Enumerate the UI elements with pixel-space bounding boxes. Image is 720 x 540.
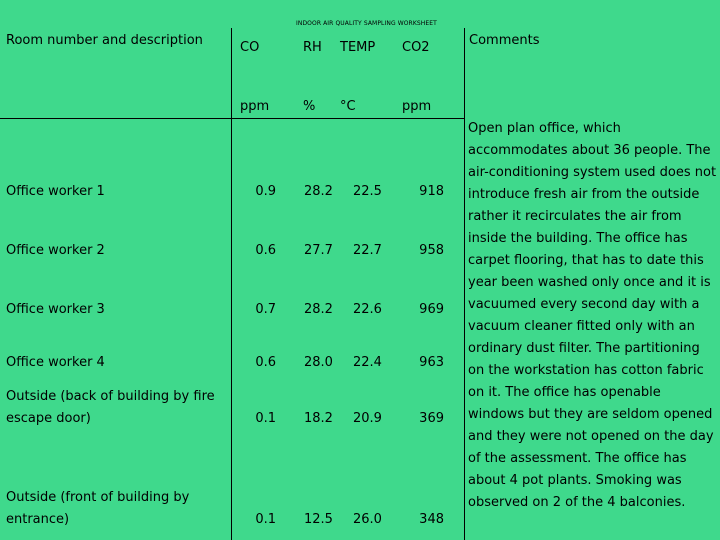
- row-temp: 22.4: [353, 355, 382, 370]
- row-room: Outside (back of building by fire escape door): [6, 389, 215, 426]
- row-co2: 918: [419, 184, 444, 199]
- unit-co2: ppm: [402, 99, 432, 114]
- row-room: Outside (front of building by entrance): [6, 490, 190, 527]
- row-room: Office worker 3: [6, 302, 105, 317]
- row-temp: 26.0: [353, 512, 382, 527]
- row-temp: 22.6: [353, 302, 382, 317]
- row-co2: 369: [419, 411, 444, 426]
- row-temp: 20.9: [353, 411, 382, 426]
- header-comments: Comments: [469, 33, 540, 48]
- row-rh: 28.2: [304, 184, 333, 199]
- header-co2: CO2: [402, 40, 430, 55]
- header-divider: [0, 118, 465, 119]
- row-temp: 22.5: [353, 184, 382, 199]
- unit-co: ppm: [240, 99, 270, 114]
- comment-text: Open plan office, which accommodates about 36 people. The air-conditioning system used does not introduce fresh air from the outside rather it recirculates the air from inside the building. The office has carpet flooring, that has to date this year been washed only once and it is vacuumed every second day with a vacuum cleaner fitted only with an ordinary dust filter. The partitioning on the workstation has cotton fabric on it. The office has openable windows but they are seldom opened and they were not opened on the day of the assessment. The office has about 4 pot plants. Smoking was observed on 2 of the 4 balconies.: [468, 121, 717, 510]
- row-co: 0.1: [255, 512, 276, 527]
- header-rh: RH: [303, 40, 322, 55]
- column-divider-comments: [464, 28, 465, 540]
- unit-temp: °C: [340, 99, 356, 114]
- row-rh: 28.2: [304, 302, 333, 317]
- header-room: Room number and description: [6, 33, 203, 48]
- column-divider-room: [231, 28, 232, 540]
- header-co: CO: [240, 40, 260, 55]
- row-temp: 22.7: [353, 243, 382, 258]
- row-rh: 18.2: [304, 411, 333, 426]
- row-co2: 963: [419, 355, 444, 370]
- row-room: Office worker 4: [6, 355, 105, 370]
- row-rh: 12.5: [304, 512, 333, 527]
- header-temp: TEMP: [340, 40, 376, 55]
- row-co2: 969: [419, 302, 444, 317]
- row-co: 0.6: [255, 355, 276, 370]
- row-co: 0.9: [255, 184, 276, 199]
- row-rh: 27.7: [304, 243, 333, 258]
- row-co: 0.7: [255, 302, 276, 317]
- row-co: 0.6: [255, 243, 276, 258]
- row-co2: 958: [419, 243, 444, 258]
- row-co: 0.1: [255, 411, 276, 426]
- row-room: Office worker 1: [6, 184, 105, 199]
- row-co2: 348: [419, 512, 444, 527]
- worksheet-title: INDOOR AIR QUALITY SAMPLING WORKSHEET: [296, 20, 437, 27]
- unit-rh: %: [303, 99, 316, 114]
- row-rh: 28.0: [304, 355, 333, 370]
- row-room: Office worker 2: [6, 243, 105, 258]
